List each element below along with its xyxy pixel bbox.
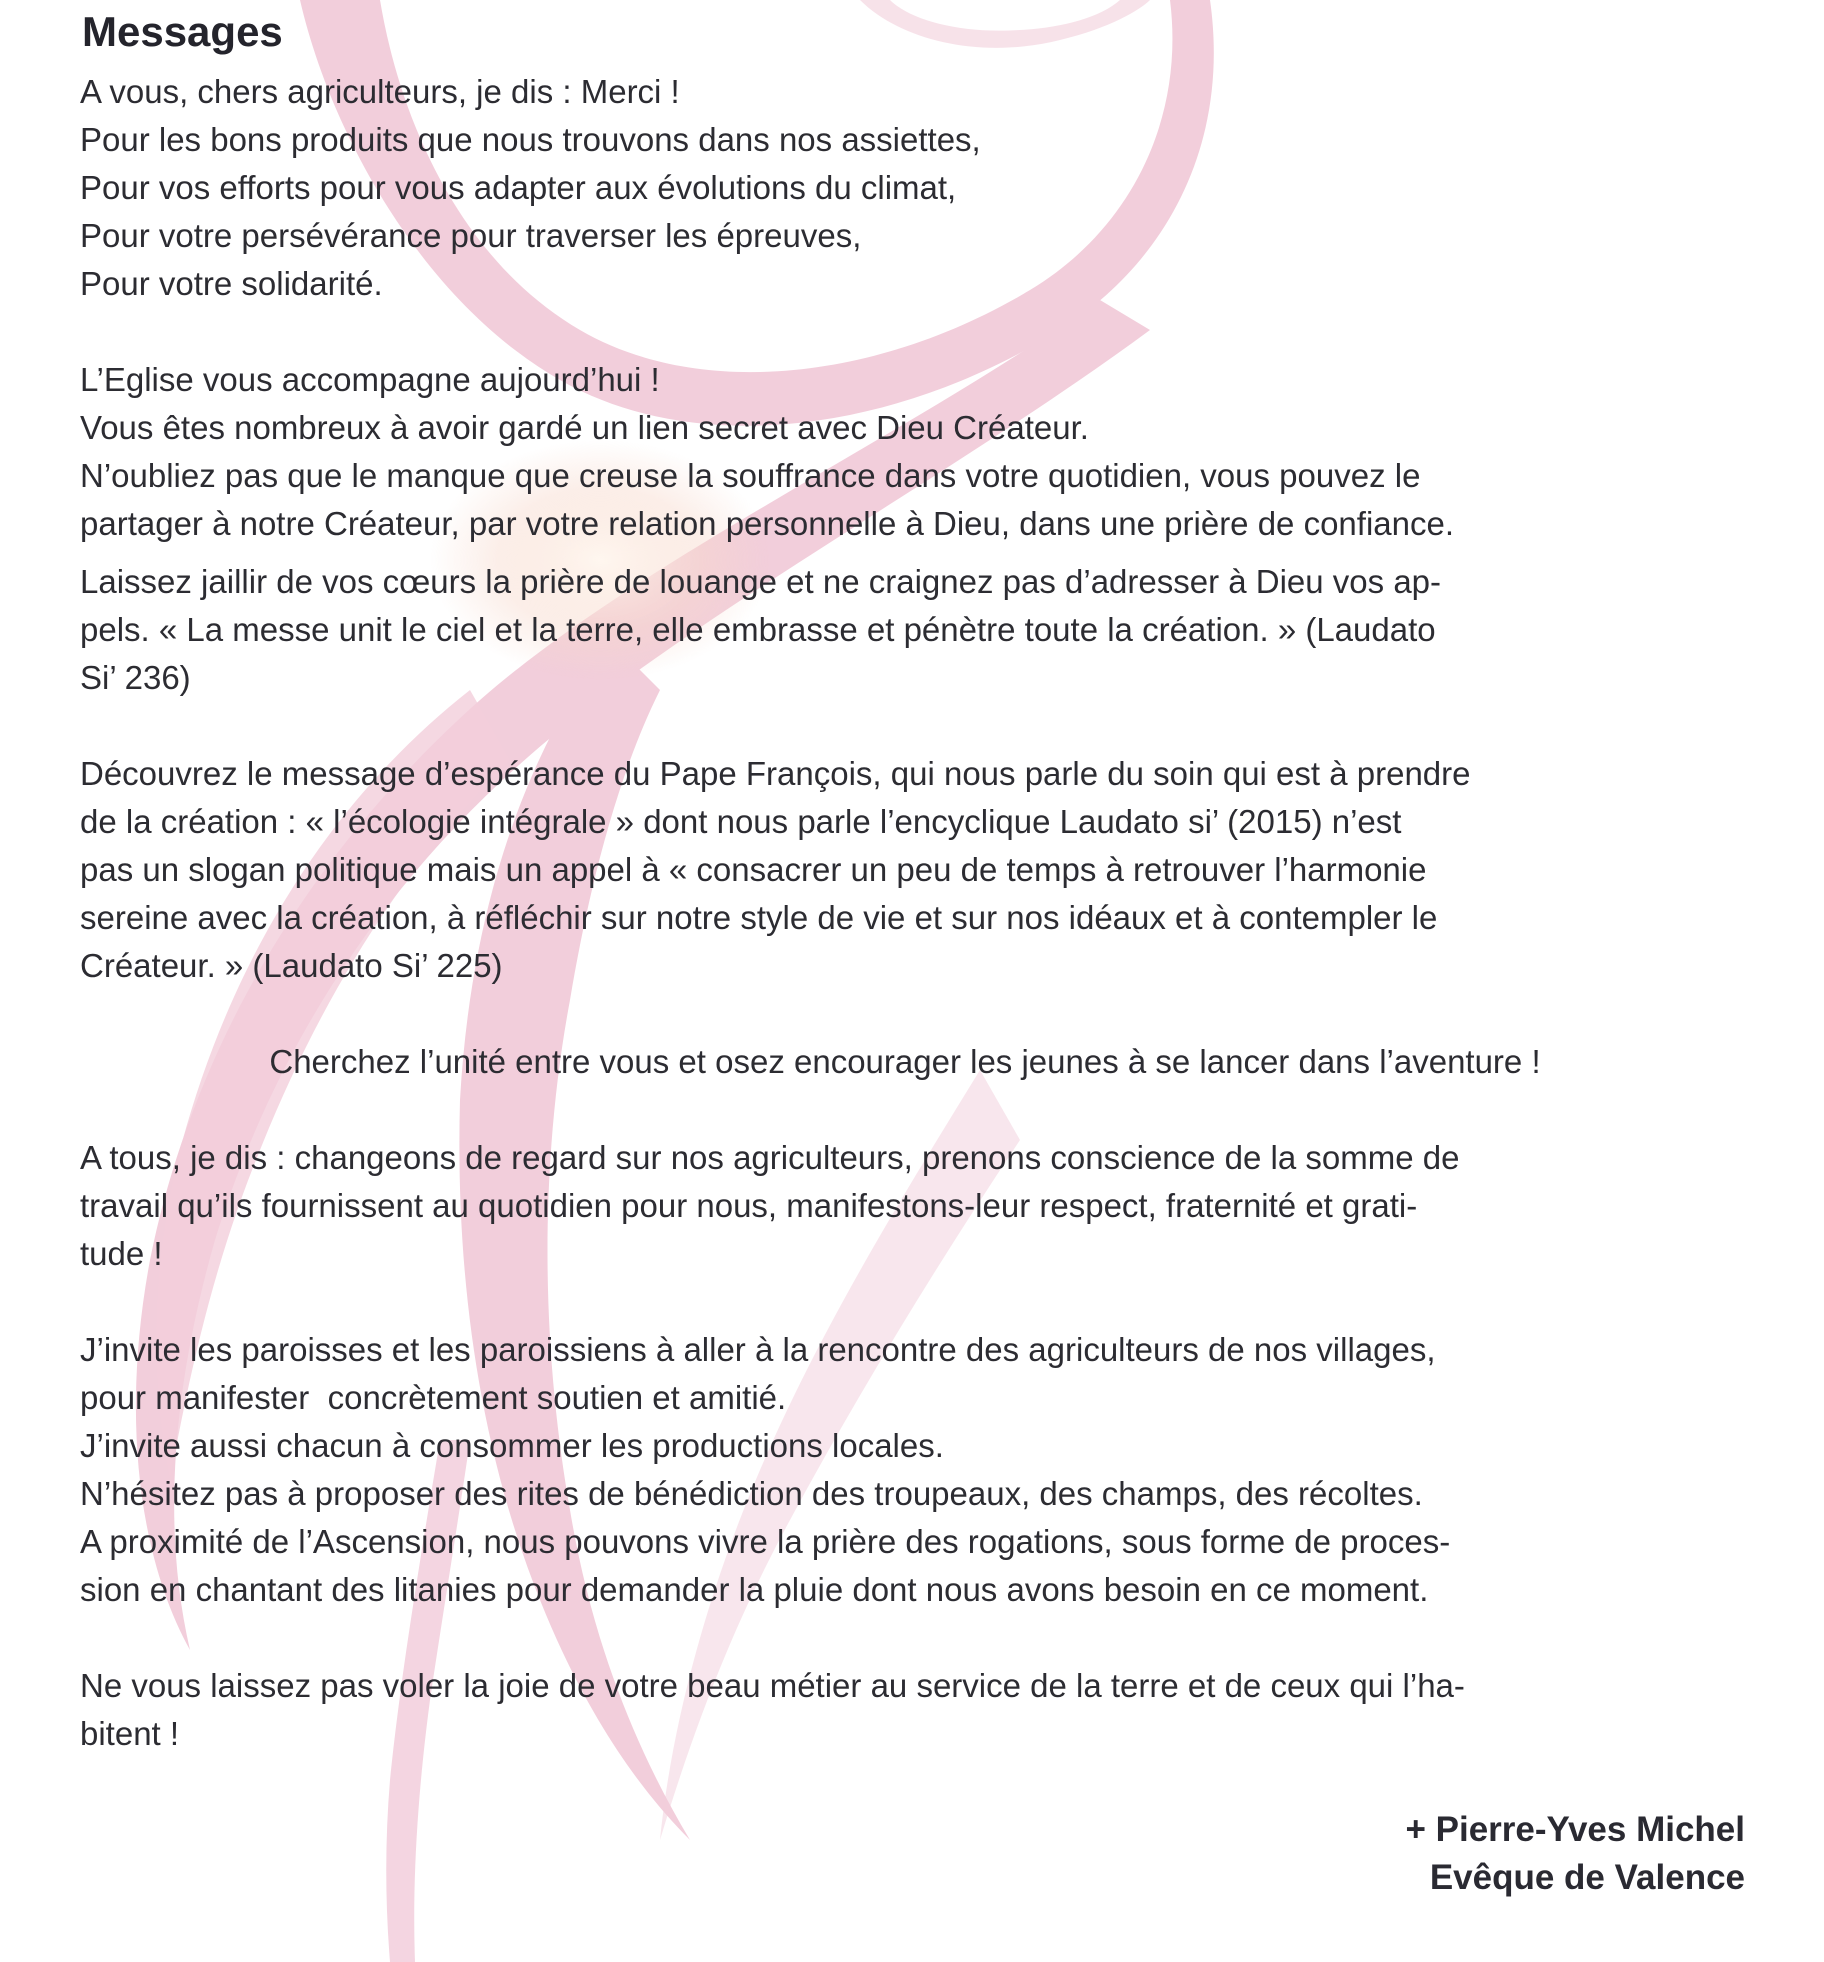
text-line: Laissez jaillir de vos cœurs la prière de louange et ne craignez pas d’adresser à Dieu vos ap-	[80, 563, 1442, 600]
text-line: sereine avec la création, à réfléchir sur notre style de vie et sur nos idéaux et à contempler le	[80, 899, 1438, 936]
text-line: J’invite les paroisses et les paroissiens à aller à la rencontre des agriculteurs de nos villages,	[80, 1331, 1436, 1368]
message-document	[80, 0, 1750, 1902]
signature-block	[80, 1806, 1750, 1902]
paragraph-church	[80, 356, 1750, 548]
text-line: Découvrez le message d’espérance du Pape François, qui nous parle du soin qui est à prendre	[80, 755, 1471, 792]
text-line: pels. « La messe unit le ciel et la terre, elle embrasse et pénètre toute la création. » (Laudato	[80, 611, 1436, 648]
paragraph-thanks	[80, 68, 1750, 308]
text-line: Pour votre solidarité.	[80, 265, 383, 302]
text-line: pas un slogan politique mais un appel à « consacrer un peu de temps à retrouver l’harmonie	[80, 851, 1427, 888]
text-line: Si’ 236)	[80, 659, 191, 696]
paragraph-all	[80, 1134, 1750, 1278]
paragraph-invitation	[80, 1326, 1750, 1614]
paragraph-unity	[80, 1038, 1750, 1086]
text-line: Créateur. » (Laudato Si’ 225)	[80, 947, 503, 984]
text-line: travail qu’ils fournissent au quotidien pour nous, manifestons-leur respect, fraternité et grati-	[80, 1187, 1418, 1224]
text-line: A proximité de l’Ascension, nous pouvons vivre la prière des rogations, sous forme de proces-	[80, 1523, 1451, 1560]
page-title: Messages	[82, 8, 283, 55]
text-line: de la création : « l’écologie intégrale » dont nous parle l’encyclique Laudato si’ (2015) n’est	[80, 803, 1402, 840]
signature-name: + Pierre-Yves Michel	[1405, 1810, 1745, 1849]
paragraph-joy	[80, 1662, 1750, 1758]
text-line: bitent !	[80, 1715, 180, 1752]
text-line: N’hésitez pas à proposer des rites de bénédiction des troupeaux, des champs, des récoltes.	[80, 1475, 1423, 1512]
text-line: Pour les bons produits que nous trouvons dans nos assiettes,	[80, 121, 981, 158]
text-line: J’invite aussi chacun à consommer les productions locales.	[80, 1427, 944, 1464]
text-line: Cherchez l’unité entre vous et osez encourager les jeunes à se lancer dans l’aventure !	[269, 1043, 1541, 1080]
text-line: Pour vos efforts pour vous adapter aux évolutions du climat,	[80, 169, 957, 206]
paragraph-pope	[80, 750, 1750, 990]
paragraph-prayer	[80, 558, 1750, 702]
signature-title: Evêque de Valence	[1429, 1858, 1745, 1897]
text-line: L’Eglise vous accompagne aujourd’hui !	[80, 361, 660, 398]
text-line: Pour votre persévérance pour traverser les épreuves,	[80, 217, 862, 254]
text-line: partager à notre Créateur, par votre relation personnelle à Dieu, dans une prière de confiance.	[80, 505, 1455, 542]
text-line: Ne vous laissez pas voler la joie de votre beau métier au service de la terre et de ceux qui l’ha-	[80, 1667, 1465, 1704]
text-line: pour manifester concrètement soutien et amitié.	[80, 1379, 787, 1416]
text-line: N’oubliez pas que le manque que creuse la souffrance dans votre quotidien, vous pouvez le	[80, 457, 1421, 494]
text-line: tude !	[80, 1235, 163, 1272]
text-line: Vous êtes nombreux à avoir gardé un lien secret avec Dieu Créateur.	[80, 409, 1089, 446]
text-line: sion en chantant des litanies pour demander la pluie dont nous avons besoin en ce moment.	[80, 1571, 1429, 1608]
text-line: A tous, je dis : changeons de regard sur nos agriculteurs, prenons conscience de la somme de	[80, 1139, 1460, 1176]
text-line: A vous, chers agriculteurs, je dis : Merci !	[80, 73, 680, 110]
